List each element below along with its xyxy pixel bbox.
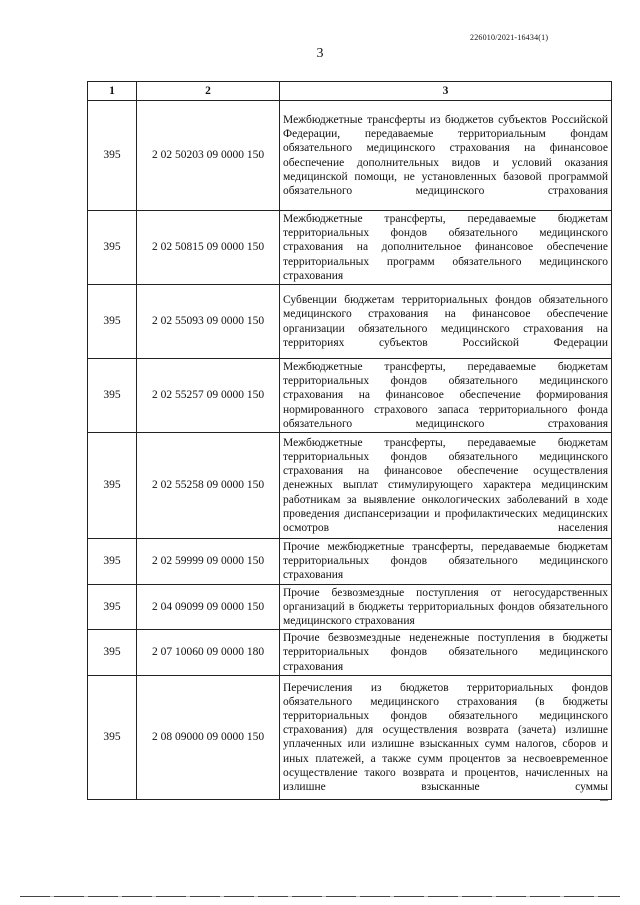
revenue-codes-table: [87, 81, 612, 800]
revenue-name-cell: Межбюджетные трансферты, передаваемые бюджетам территориальных фондов обязательного медицинского страхования на дополнительное финансовое обеспечение территориальных программ обязательного медицинского страхования: [280, 211, 612, 285]
revenue-name-cell: Межбюджетные трансферты, передаваемые бюджетам территориальных фондов обязательного медицинского страхования на финансовое обеспечение осуществления денежных выплат стимулирующего характера медицинским работникам за выявление онкологических заболеваний в ходе проведения диспансеризации и профилактических медицинских осмотров населения: [280, 433, 612, 539]
table-header-row: [88, 82, 612, 101]
revenue-name-cell: Прочие безвозмездные неденежные поступления в бюджеты территориальных фондов обязательного медицинского страхования: [280, 630, 612, 676]
table-row: [88, 584, 612, 630]
admin-code-cell: 395: [88, 584, 137, 630]
budget-code-cell: 2 08 09000 09 0000 150: [137, 675, 280, 799]
admin-code-cell: 395: [88, 675, 137, 799]
revenue-name-cell: Межбюджетные трансферты, передаваемые бюджетам территориальных фондов обязательного медицинского страхования на финансовое обеспечение формирования нормированного страхового запаса территориального фонда обязательного медицинского страхования: [280, 359, 612, 433]
table-row: [88, 539, 612, 585]
table-row: [88, 211, 612, 285]
admin-code-cell: 395: [88, 630, 137, 676]
budget-code-cell: 2 02 55258 09 0000 150: [137, 433, 280, 539]
header-col-2: 2: [137, 82, 280, 101]
admin-code-cell: 395: [88, 101, 137, 211]
revenue-name-cell: Перечисления из бюджетов территориальных фондов обязательного медицинского страхования (в бюджеты территориальных фондов обязательного медицинского страхования) для осуществления возврата (зачета) излишне уплаченных или излишне взысканных сумм налогов, сборов и иных платежей, а также сумм процентов за несвоевременное осуществление такого возврата и процентов, начисленных на излишне взысканные суммы: [280, 675, 612, 799]
budget-code-cell: 2 02 59999 09 0000 150: [137, 539, 280, 585]
budget-code-cell: 2 02 50203 09 0000 150: [137, 101, 280, 211]
scan-mark: [600, 800, 608, 801]
admin-code-cell: 395: [88, 285, 137, 359]
budget-code-cell: 2 07 10060 09 0000 180: [137, 630, 280, 676]
page-number: 3: [316, 46, 324, 61]
admin-code-cell: 395: [88, 211, 137, 285]
table-row: [88, 285, 612, 359]
revenue-name-cell: Субвенции бюджетам территориальных фондов обязательного медицинского страхования на финансовое обеспечение организации обязательного медицинского страхования на территориях субъектов Российской Федерации: [280, 285, 612, 359]
budget-code-cell: 2 02 55093 09 0000 150: [137, 285, 280, 359]
revenue-name-cell: Межбюджетные трансферты из бюджетов субъектов Российской Федерации, передаваемые территориальным фондам обязательного медицинского страхования на финансовое обеспечение дополнительных видов и условий оказания медицинской помощи, не установленных базовой программой обязательного медицинского страхования: [280, 101, 612, 211]
table-row: [88, 359, 612, 433]
admin-code-cell: 395: [88, 433, 137, 539]
revenue-name-cell: Прочие безвозмездные поступления от негосударственных организаций в бюджеты территориальных фондов обязательного медицинского страхования: [280, 584, 612, 630]
budget-code-cell: 2 04 09099 09 0000 150: [137, 584, 280, 630]
table-row: [88, 433, 612, 539]
table-row: [88, 101, 612, 211]
budget-code-cell: 2 02 55257 09 0000 150: [137, 359, 280, 433]
admin-code-cell: 395: [88, 539, 137, 585]
admin-code-cell: 395: [88, 359, 137, 433]
revenue-name-cell: Прочие межбюджетные трансферты, передаваемые бюджетам территориальных фондов обязательного медицинского страхования: [280, 539, 612, 585]
header-col-3: 3: [280, 82, 612, 101]
scan-edge-line: [20, 896, 620, 897]
budget-code-cell: 2 02 50815 09 0000 150: [137, 211, 280, 285]
table-row: [88, 675, 612, 799]
header-col-1: 1: [88, 82, 137, 101]
document-number: 226010/2021-16434(1): [470, 33, 549, 42]
table-row: [88, 630, 612, 676]
